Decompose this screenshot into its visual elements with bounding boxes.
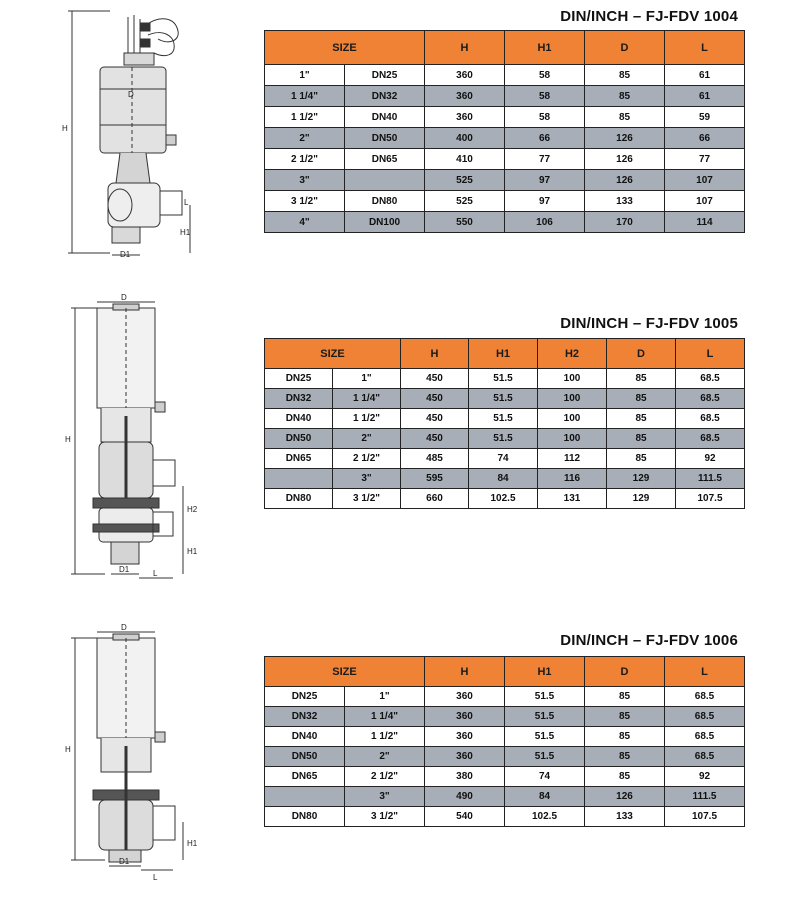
cell-inch: 2" (345, 747, 425, 767)
cell-inch: 1 1/4" (345, 707, 425, 727)
cell-D: 85 (585, 707, 665, 727)
header-H: H (425, 657, 505, 687)
dim-label-H1: H1 (187, 839, 198, 848)
header-H2: H2 (538, 339, 607, 369)
header-D: D (585, 657, 665, 687)
cell-H: 400 (425, 128, 505, 149)
cell-D: 129 (607, 469, 676, 489)
cell-H1: 51.5 (469, 429, 538, 449)
cell-H2: 100 (538, 409, 607, 429)
dim-label-L: L (184, 198, 189, 207)
cell-D: 85 (585, 86, 665, 107)
cell-inch: 3 1/2" (345, 807, 425, 827)
table-row (265, 128, 745, 149)
dim-label-D1: D1 (120, 250, 131, 259)
cell-D: 85 (585, 727, 665, 747)
cell-dn: DN40 (345, 107, 425, 128)
header-size: SIZE (265, 31, 425, 65)
cell-dn: DN32 (265, 707, 345, 727)
cell-H1: 51.5 (505, 687, 585, 707)
cell-dn: DN80 (345, 191, 425, 212)
cell-H: 410 (425, 149, 505, 170)
cell-inch: 2 1/2" (345, 767, 425, 787)
table-row (265, 469, 745, 489)
cell-H: 450 (401, 389, 469, 409)
section-title: DIN/INCH – FJ-FDV 1004 (560, 8, 738, 25)
dim-label-D: D (128, 90, 134, 99)
cell-inch: 1 1/2" (333, 409, 401, 429)
cell-H: 380 (425, 767, 505, 787)
section-fdv-1006 (0, 620, 800, 900)
cell-D: 85 (585, 107, 665, 128)
valve-drawing-1005 (55, 292, 205, 582)
cell-L: 92 (676, 449, 745, 469)
cell-H: 360 (425, 65, 505, 86)
cell-L: 68.5 (665, 687, 745, 707)
table-row (265, 449, 745, 469)
cell-H: 485 (401, 449, 469, 469)
cell-D: 85 (607, 389, 676, 409)
cell-H: 490 (425, 787, 505, 807)
table-row (265, 707, 745, 727)
cell-inch: 1 1/4" (333, 389, 401, 409)
dim-label-D1: D1 (119, 857, 130, 866)
cell-dn: DN32 (345, 86, 425, 107)
table-row (265, 65, 745, 86)
cell-H1: 58 (505, 86, 585, 107)
table-row (265, 687, 745, 707)
cell-inch: 1 1/2" (265, 107, 345, 128)
cell-L: 61 (665, 86, 745, 107)
header-H1: H1 (469, 339, 538, 369)
cell-dn: DN25 (265, 369, 333, 389)
cell-L: 68.5 (676, 389, 745, 409)
cell-L: 111.5 (676, 469, 745, 489)
cell-H: 450 (401, 429, 469, 449)
dim-label-H2: H2 (187, 505, 198, 514)
header-size: SIZE (265, 339, 401, 369)
cell-D: 129 (607, 489, 676, 509)
cell-L: 68.5 (665, 727, 745, 747)
cell-inch: 2 1/2" (333, 449, 401, 469)
cell-H1: 102.5 (505, 807, 585, 827)
section-fdv-1005 (0, 290, 800, 590)
header-H1: H1 (505, 31, 585, 65)
table-row (265, 369, 745, 389)
header-H: H (401, 339, 469, 369)
cell-L: 114 (665, 212, 745, 233)
header-L: L (665, 657, 745, 687)
cell-L: 68.5 (665, 747, 745, 767)
cell-inch: 1" (345, 687, 425, 707)
cell-inch: 1 1/4" (265, 86, 345, 107)
cell-H1: 58 (505, 107, 585, 128)
cell-inch: 3" (333, 469, 401, 489)
table-row (265, 86, 745, 107)
table-row (265, 787, 745, 807)
cell-H: 595 (401, 469, 469, 489)
table-row (265, 107, 745, 128)
cell-D: 133 (585, 191, 665, 212)
cell-H1: 97 (505, 170, 585, 191)
section-title: DIN/INCH – FJ-FDV 1006 (560, 632, 738, 649)
cell-L: 107 (665, 170, 745, 191)
valve-drawing-1006 (55, 622, 205, 892)
cell-H2: 100 (538, 369, 607, 389)
cell-L: 77 (665, 149, 745, 170)
table-row (265, 747, 745, 767)
cell-D: 126 (585, 787, 665, 807)
cell-inch: 2" (265, 128, 345, 149)
cell-H1: 51.5 (469, 389, 538, 409)
cell-H: 540 (425, 807, 505, 827)
cell-H2: 112 (538, 449, 607, 469)
cell-D: 85 (607, 429, 676, 449)
cell-L: 68.5 (676, 409, 745, 429)
cell-dn: DN50 (265, 429, 333, 449)
cell-D: 85 (607, 369, 676, 389)
cell-H: 525 (425, 191, 505, 212)
header-D: D (585, 31, 665, 65)
cell-H1: 51.5 (505, 747, 585, 767)
cell-inch: 2" (333, 429, 401, 449)
table-row (265, 149, 745, 170)
header-D: D (607, 339, 676, 369)
cell-inch: 3" (345, 787, 425, 807)
dim-label-L: L (153, 873, 158, 882)
header-L: L (676, 339, 745, 369)
cell-H: 360 (425, 687, 505, 707)
cell-D: 85 (585, 767, 665, 787)
cell-dn: DN65 (345, 149, 425, 170)
cell-H: 450 (401, 369, 469, 389)
cell-H1: 106 (505, 212, 585, 233)
cell-L: 59 (665, 107, 745, 128)
cell-L: 66 (665, 128, 745, 149)
cell-H1: 66 (505, 128, 585, 149)
cell-inch: 4" (265, 212, 345, 233)
dim-label-H: H (65, 745, 71, 754)
cell-dn: DN32 (265, 389, 333, 409)
cell-inch: 1" (333, 369, 401, 389)
table-row (265, 170, 745, 191)
dim-label-H: H (62, 124, 68, 133)
cell-L: 61 (665, 65, 745, 86)
table-row (265, 191, 745, 212)
cell-H1: 51.5 (505, 707, 585, 727)
cell-H: 450 (401, 409, 469, 429)
dim-label-L: L (153, 569, 158, 578)
cell-H1: 97 (505, 191, 585, 212)
spec-table-1006 (264, 656, 745, 827)
section-title: DIN/INCH – FJ-FDV 1005 (560, 315, 738, 332)
header-L: L (665, 31, 745, 65)
table-row (265, 767, 745, 787)
cell-dn: DN65 (265, 449, 333, 469)
cell-dn: DN25 (265, 687, 345, 707)
table-row (265, 409, 745, 429)
cell-L: 107.5 (665, 807, 745, 827)
cell-D: 126 (585, 170, 665, 191)
cell-D: 85 (585, 65, 665, 86)
table-row (265, 429, 745, 449)
dim-label-H: H (65, 435, 71, 444)
cell-H: 550 (425, 212, 505, 233)
header-size: SIZE (265, 657, 425, 687)
cell-inch: 3 1/2" (265, 191, 345, 212)
cell-H1: 74 (469, 449, 538, 469)
cell-H2: 131 (538, 489, 607, 509)
dim-label-D: D (121, 293, 127, 302)
table-row (265, 727, 745, 747)
cell-H: 360 (425, 707, 505, 727)
cell-H: 360 (425, 86, 505, 107)
cell-H1: 84 (505, 787, 585, 807)
cell-H2: 100 (538, 389, 607, 409)
cell-inch: 1" (265, 65, 345, 86)
cell-L: 107 (665, 191, 745, 212)
cell-L: 68.5 (665, 707, 745, 727)
dim-label-D1: D1 (119, 565, 130, 574)
table-row (265, 489, 745, 509)
dim-label-D: D (121, 623, 127, 632)
cell-H1: 58 (505, 65, 585, 86)
cell-L: 92 (665, 767, 745, 787)
cell-D: 85 (607, 409, 676, 429)
cell-dn: DN65 (265, 767, 345, 787)
cell-H1: 51.5 (469, 369, 538, 389)
cell-H1: 51.5 (469, 409, 538, 429)
cell-H: 660 (401, 489, 469, 509)
spec-table-1005 (264, 338, 745, 509)
cell-dn (345, 170, 425, 191)
cell-dn (265, 787, 345, 807)
cell-H1: 84 (469, 469, 538, 489)
cell-L: 107.5 (676, 489, 745, 509)
cell-D: 126 (585, 149, 665, 170)
cell-inch: 2 1/2" (265, 149, 345, 170)
dim-label-H1: H1 (180, 228, 191, 237)
spec-table-1004 (264, 30, 745, 233)
table-row (265, 389, 745, 409)
table-row (265, 212, 745, 233)
cell-H2: 116 (538, 469, 607, 489)
cell-H: 360 (425, 727, 505, 747)
cell-dn: DN80 (265, 489, 333, 509)
section-fdv-1004 (0, 0, 800, 270)
cell-inch: 3 1/2" (333, 489, 401, 509)
cell-D: 85 (585, 747, 665, 767)
cell-D: 133 (585, 807, 665, 827)
dim-label-H1: H1 (187, 547, 198, 556)
header-H1: H1 (505, 657, 585, 687)
cell-H2: 100 (538, 429, 607, 449)
cell-dn: DN40 (265, 409, 333, 429)
cell-H: 360 (425, 747, 505, 767)
cell-dn: DN80 (265, 807, 345, 827)
cell-H1: 102.5 (469, 489, 538, 509)
cell-L: 68.5 (676, 369, 745, 389)
cell-dn: DN50 (345, 128, 425, 149)
cell-D: 85 (585, 687, 665, 707)
cell-D: 170 (585, 212, 665, 233)
cell-D: 126 (585, 128, 665, 149)
cell-inch: 3" (265, 170, 345, 191)
cell-H: 525 (425, 170, 505, 191)
cell-D: 85 (607, 449, 676, 469)
cell-dn: DN50 (265, 747, 345, 767)
cell-dn: DN100 (345, 212, 425, 233)
cell-H1: 77 (505, 149, 585, 170)
cell-H1: 51.5 (505, 727, 585, 747)
table-row (265, 807, 745, 827)
cell-dn (265, 469, 333, 489)
valve-drawing-1004 (50, 5, 200, 260)
cell-L: 111.5 (665, 787, 745, 807)
cell-H: 360 (425, 107, 505, 128)
cell-dn: DN25 (345, 65, 425, 86)
header-H: H (425, 31, 505, 65)
cell-L: 68.5 (676, 429, 745, 449)
cell-H1: 74 (505, 767, 585, 787)
cell-inch: 1 1/2" (345, 727, 425, 747)
cell-dn: DN40 (265, 727, 345, 747)
